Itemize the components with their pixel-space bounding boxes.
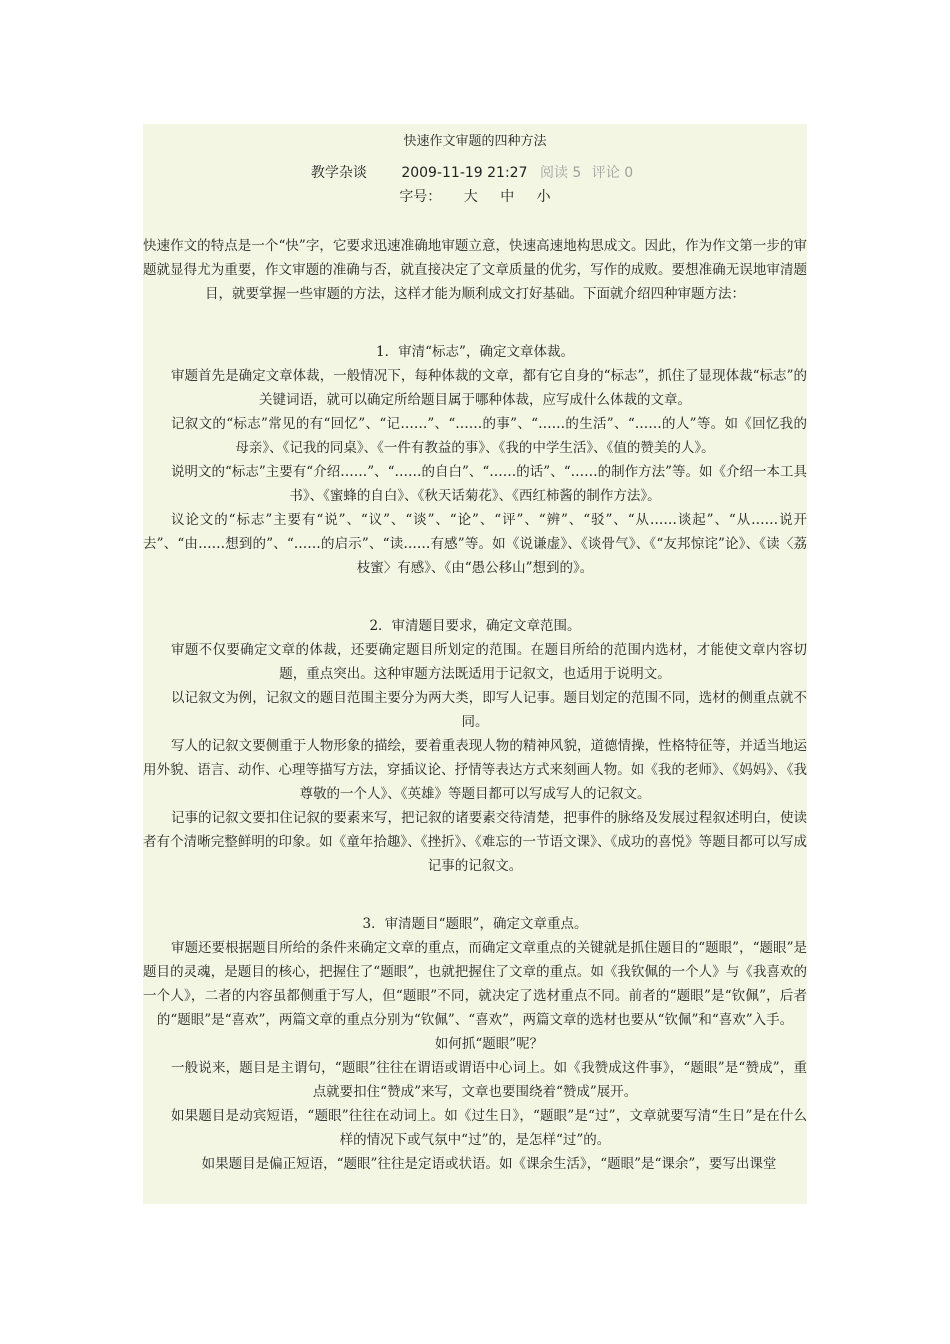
paragraph: 写人的记叙文要侧重于人物形象的描绘，要着重表现人物的精神风貌，道德情操，性格特征等，并适当地运用外貌、语言、动作、心理等描写方法，穿插议论、抒情等表达方式来刻画人物。如《我的老师》、《妈妈》、《我尊敬的一个人》、《英雄》等题目都可以写成写人的记叙文。 bbox=[143, 738, 807, 802]
article-datetime: 2009-11-19 21:27 bbox=[401, 165, 528, 181]
article-body bbox=[143, 234, 807, 1176]
paragraph: 以记叙文为例，记叙文的题目范围主要分为两大类，即写人记事。题目划定的范围不同，选材的侧重点就不同。 bbox=[171, 690, 807, 730]
font-size-selector bbox=[143, 188, 807, 206]
font-size-small[interactable]: 小 bbox=[536, 189, 551, 205]
section-2-heading: 2．审清题目要求，确定文章范围。 bbox=[369, 618, 581, 634]
article-title: 快速作文审题的四种方法 bbox=[403, 134, 547, 149]
section-1-heading: 1．审清“标志”，确定文章体裁。 bbox=[376, 344, 574, 360]
article-panel bbox=[143, 124, 807, 1204]
paragraph: 如何抓“题眼”呢？ bbox=[434, 1036, 544, 1052]
paragraph: 如果题目是偏正短语，“题眼”往往是定语或状语。如《课余生活》，“题眼”是“课余”，要写出课堂 bbox=[201, 1156, 777, 1172]
paragraph: 记事的记叙文要扣住记叙的要素来写，把记叙的诸要素交待清楚，把事件的脉络及发展过程叙述明白，使读者有个清晰完整鲜明的印象。如《童年拾趣》、《挫折》、《难忘的一节语文课》、《成功的喜悦》等题目都可以写成记事的记叙文。 bbox=[143, 810, 807, 874]
paragraph: 说明文的“标志”主要有“介绍……”、“……的自白”、“……的话”、“……的制作方法”等。如《介绍一本工具书》、《蜜蜂的自白》、《秋天话菊花》、《西红柿酱的制作方法》。 bbox=[171, 464, 807, 504]
font-size-large[interactable]: 大 bbox=[463, 189, 478, 205]
font-size-label: 字号： bbox=[399, 189, 442, 205]
section-3-heading: 3．审清题目“题眼”，确定文章重点。 bbox=[362, 916, 588, 932]
paragraph: 审题不仅要确定文章的体裁，还要确定题目所划定的范围。在题目所给的范围内选材，才能使文章内容切题，重点突出。这种审题方法既适用于记叙文，也适用于说明文。 bbox=[171, 642, 807, 682]
paragraph: 记叙文的“标志”常见的有“回忆”、“记……”、“……的事”、“……的生活”、“……的人”等。如《回忆我的母亲》、《记我的同桌》、《一件有教益的事》、《我的中学生活》、《值的赞美的人》。 bbox=[171, 416, 807, 456]
intro-paragraph: 快速作文的特点是一个“快”字，它要求迅速准确地审题立意，快速高速地构思成文。因此，作为作文第一步的审题就显得尤为重要，作文审题的准确与否，就直接决定了文章质量的优劣，写作的成败。要想准确无误地审清题目，就要掌握一些审题的方法，这样才能为顺利成文打好基础。下面就介绍四种审题方法： bbox=[143, 238, 807, 302]
paragraph: 议论文的“标志”主要有“说”、“议”、“谈”、“论”、“评”、“辨”、“驳”、“从……谈起”、“从……说开去”、“由……想到的”、“……的启示”、“读……有感”等。如《说谦虚》、《谈骨气》、《“友邦惊诧”论》、《读〈荔枝蜜〉有感》、《由“愚公移山”想到的》。 bbox=[143, 512, 807, 576]
paragraph: 审题还要根据题目所给的条件来确定文章的重点，而确定文章重点的关键就是抓住题目的“题眼”，“题眼”是题目的灵魂，是题目的核心，把握住了“题眼”，也就把握住了文章的重点。如《我钦佩的一个人》与《我喜欢的一个人》，二者的内容虽都侧重于写人，但“题眼”不同，就决定了选材重点不同。前者的“题眼”是“钦佩”，后者的“题眼”是“喜欢”，两篇文章的重点分别为“钦佩”、“喜欢”，两篇文章的选材也要从“钦佩”和“喜欢”入手。 bbox=[143, 940, 807, 1028]
paragraph: 审题首先是确定文章体裁，一般情况下，每种体裁的文章，都有它自身的“标志”，抓住了显现体裁“标志”的关键词语，就可以确定所给题目属于哪种体裁，应写成什么体裁的文章。 bbox=[171, 368, 807, 408]
article-category[interactable]: 教学杂谈 bbox=[310, 165, 367, 181]
article-meta bbox=[143, 164, 807, 182]
paragraph: 一般说来，题目是主谓句，“题眼”往往在谓语或谓语中心词上。如《我赞成这件事》，“题眼”是“赞成”，重点就要扣住“赞成”来写，文章也要围绕着“赞成”展开。 bbox=[171, 1060, 807, 1100]
read-count: 阅读 5 bbox=[539, 165, 582, 181]
paragraph: 如果题目是动宾短语，“题眼”往往在动词上。如《过生日》，“题眼”是“过”，文章就要写清“生日”是在什么样的情况下或气氛中“过”的，是怎样“过”的。 bbox=[171, 1108, 807, 1148]
comment-count[interactable]: 评论 0 bbox=[591, 165, 634, 181]
font-size-medium[interactable]: 中 bbox=[500, 189, 515, 205]
